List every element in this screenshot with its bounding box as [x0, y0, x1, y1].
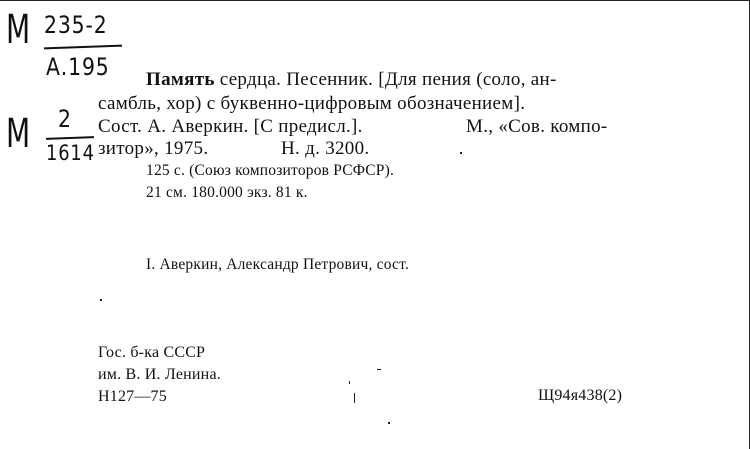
- entry-line-5: 125 с. (Союз композиторов РСФСР).: [146, 162, 395, 179]
- library-line-1: Гос. б-ка СССР: [98, 344, 206, 361]
- speck-mark: [354, 393, 355, 403]
- entry-line-4b: Н. д. 3200.: [281, 138, 370, 159]
- library-line-2: им. В. И. Ленина.: [98, 366, 221, 383]
- shelfmark-1-rule: [44, 45, 122, 50]
- shelfmark-1-top: 235-2: [44, 11, 108, 39]
- entry-line-4a: зитор», 1975.: [98, 138, 209, 159]
- shelfmark-1-bottom: А.195: [46, 53, 110, 81]
- entry-line-6: 21 см. 180.000 экз. 81 к.: [146, 184, 308, 201]
- shelfmark-2-bottom: 1614: [46, 141, 95, 165]
- speck-mark: [349, 381, 350, 384]
- entry-line-3a: Сост. А. Аверкин. [С предисл.].: [98, 116, 363, 137]
- speck-mark: [388, 422, 390, 424]
- entry-line-1: [146, 69, 557, 91]
- shelfmark-2-rule: [46, 136, 94, 140]
- shelfmark-1-letter: М: [6, 7, 31, 53]
- shelfmark-2-top: 2: [58, 105, 72, 133]
- shelfmark-2-letter: М: [6, 111, 31, 157]
- entry-line-2: самбль, хор) с буквенно-цифровым обозначением].: [98, 93, 526, 114]
- entry-line-1-rest: сердца. Песенник. [Для пения (соло, ан-: [214, 69, 557, 90]
- card-number: Н127—75: [98, 388, 167, 405]
- classification-code: Щ94я438(2): [538, 387, 623, 404]
- entry-line-3b: М., «Сов. компо-: [466, 116, 608, 137]
- entry-title-lead: Память: [146, 69, 215, 90]
- speck-mark: [100, 299, 102, 301]
- tracing-line: I. Аверкин, Александр Петрович, сост.: [146, 256, 410, 273]
- speck-mark: [377, 369, 381, 370]
- speck-mark: [460, 152, 462, 154]
